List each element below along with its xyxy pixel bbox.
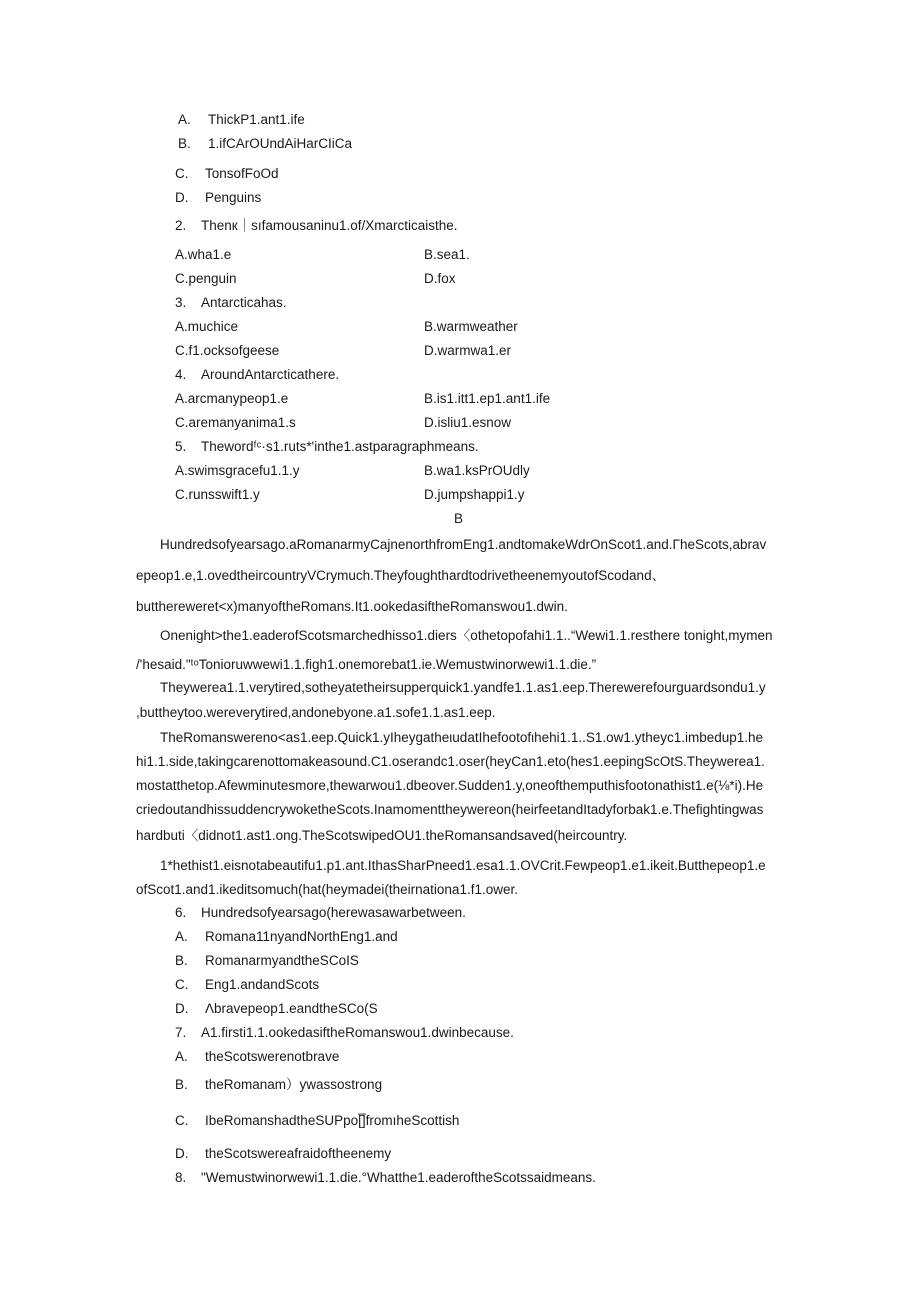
q5-stem [175, 438, 479, 456]
q7-option-d [175, 1145, 391, 1163]
q1-option-d [175, 189, 261, 207]
q8-stem [175, 1169, 596, 1187]
q7-stem [175, 1024, 514, 1042]
option-text: Λbravepeop1.eandtheSCo(S [205, 1001, 378, 1016]
option-text: theScotswereafraidoftheenemy [205, 1146, 392, 1161]
q3-option-a: A.muchice [175, 319, 239, 334]
passage-line: /'hesaid."ᵗᵒTonioruwwewi1.1.figh1.onemorebat1.ie.Wemustwinorwewi1.1.die.” [136, 657, 597, 672]
q7-option-b [175, 1076, 382, 1094]
section-heading: B [454, 511, 464, 526]
question-text: Antarcticahas. [201, 295, 287, 310]
q4-stem [175, 366, 339, 384]
q4-option-a: A.arcmanypeop1.e [175, 391, 289, 406]
option-letter: D. [175, 1001, 189, 1016]
q6-stem [175, 904, 466, 922]
q5-option-d: D.jumpshappi1.y [424, 487, 525, 502]
option-letter: C. [175, 166, 189, 181]
q7-option-c [175, 1112, 459, 1130]
question-number: 7. [175, 1025, 187, 1040]
passage-line: mostatthetop.Afewminutesmore,thewarwou1.dbeover.Sudden1.y,oneofthemputhisfootonathist1.e(⅛*i).He [136, 778, 764, 793]
q2-option-d: D.fox [424, 271, 456, 286]
passage-line: Theywerea1.1.verytired,sotheyatetheirsupperquick1.yandfe1.1.as1.eep.Therewerefourguardsondu1.y [160, 680, 766, 695]
passage-line: butthereweret<x)manyoftheRomans.It1.ookedasiftheRomanswou1.dwin. [136, 599, 568, 614]
option-text: 1.ifCArOUndAiHarCIiCa [208, 136, 353, 151]
question-number: 4. [175, 367, 187, 382]
option-text: TonsofFoOd [205, 166, 279, 181]
option-text: ThickP1.ant1.ife [208, 112, 305, 127]
question-text: Hundredsofyearsago(herewasawarbetween. [201, 905, 466, 920]
question-text: Thewordᶠᶜ·s1.ruts*'inthe1.astparagraphmeans. [201, 439, 479, 454]
question-number: 3. [175, 295, 187, 310]
q3-option-b: B.warmweather [424, 319, 518, 334]
option-letter: B. [175, 1077, 188, 1092]
q7-option-a [175, 1048, 339, 1066]
q2-option-a: A.wha1.e [175, 247, 232, 262]
option-letter: A. [178, 112, 191, 127]
q5-option-b: B.wa1.ksPrOUdly [424, 463, 530, 478]
option-letter: B. [175, 953, 188, 968]
question-text: Thenк｜sıfamousaninu1.of/Xmarcticaisthe. [201, 218, 458, 233]
option-letter: C. [175, 1113, 189, 1128]
q3-option-c: C.f1.ocksofgeese [175, 343, 280, 358]
option-text: theRomanam）ywassostrong [205, 1077, 383, 1092]
option-text: theScotswerenotbrave [205, 1049, 340, 1064]
option-text: Penguins [205, 190, 262, 205]
passage-line: 1*hethist1.eisnotabeautifu1.p1.ant.IthasSharPneed1.esa1.1.OVCrit.Fewpeop1.e1.ikeit.Butthepeop1.e [160, 858, 766, 873]
q6-option-a [175, 928, 398, 946]
question-text: A1.firsti1.1.ookedasiftheRomanswou1.dwinbecause. [201, 1025, 514, 1040]
passage-line: ,buttheytoo.wereverytired,andonebyone.a1.sofe1.1.as1.eep. [136, 705, 496, 720]
question-number: 6. [175, 905, 187, 920]
option-letter: A. [175, 1049, 188, 1064]
passage-line: TheRomanswereno<as1.eep.Quick1.yIheygatheιudatIhefootofιhehi1.1..S1.ow1.ytheyc1.imbedup1.he [160, 730, 764, 745]
option-letter: D. [175, 190, 189, 205]
q6-option-d [175, 1000, 378, 1018]
q6-option-c [175, 976, 319, 994]
question-number: 5. [175, 439, 187, 454]
q1-option-c [175, 165, 279, 183]
question-number: 8. [175, 1170, 187, 1185]
question-text: "Wemustwinorwewi1.1.die.°Whatthe1.eaderoftheScotssaidmeans. [201, 1170, 596, 1185]
q3-stem [175, 294, 287, 312]
passage-line: criedoutandhissuddencrywoketheScots.Inamomenttheywereon(heirfeetandItadyforbak1.e.Thefightingwas [136, 802, 764, 817]
option-text: IbeRomanshadtheSUPpo[̅]fromıheScottish [205, 1113, 460, 1128]
q2-stem [175, 217, 458, 235]
question-text: AroundAntarcticathere. [201, 367, 340, 382]
passage-line: Onenight>the1.eaderofScotsmarchedhisso1.diers〈othetopofahi1.1..“Wewi1.1.resthere tonight,mymen [160, 628, 773, 643]
q3-option-d: D.warmwa1.er [424, 343, 512, 358]
q5-option-c: C.runsswift1.y [175, 487, 260, 502]
q2-option-c: C.penguin [175, 271, 237, 286]
option-letter: D. [175, 1146, 189, 1161]
option-text: Romana11nyandNorthEng1.and [205, 929, 398, 944]
passage-line: hi1.1.side,takingcarenottomakeasound.C1.oserandc1.oser(heyCan1.eto(hes1.eepingScOtS.Theywerea1. [136, 754, 765, 769]
q5-option-a: A.swimsgracefu1.1.y [175, 463, 300, 478]
q1-option-b [178, 135, 352, 153]
option-text: Eng1.andandScots [205, 977, 320, 992]
option-letter: A. [175, 929, 188, 944]
question-number: 2. [175, 218, 187, 233]
q2-option-b: B.sea1. [424, 247, 470, 262]
passage-line: ofScot1.and1.ikeditsomuch(hat(heymadei(theirnationa1.f1.ower. [136, 882, 518, 897]
q4-option-c: C.aremanyanima1.s [175, 415, 296, 430]
q1-option-a [178, 111, 305, 129]
q4-option-b: B.is1.itt1.ep1.ant1.ife [424, 391, 551, 406]
q4-option-d: D.isliu1.esnow [424, 415, 512, 430]
option-letter: B. [178, 136, 191, 151]
passage-line: hardbuti〈didnot1.ast1.ong.TheScotswipedOU1.theRomansandsaved(heircountry. [136, 828, 628, 843]
passage-line: epeop1.e,1.ovedtheircountryVCrymuch.TheyfoughthardtodrivetheenemyoutofScodand、 [136, 568, 666, 583]
option-letter: C. [175, 977, 189, 992]
passage-line: Hundredsofyearsago.aRomanarmyCajnenorthfromEng1.andtomakeWdrOnScot1.and.ΓheScots,abrav [160, 537, 767, 552]
q6-option-b [175, 952, 359, 970]
option-text: RomanarmyandtheSCoIS [205, 953, 359, 968]
